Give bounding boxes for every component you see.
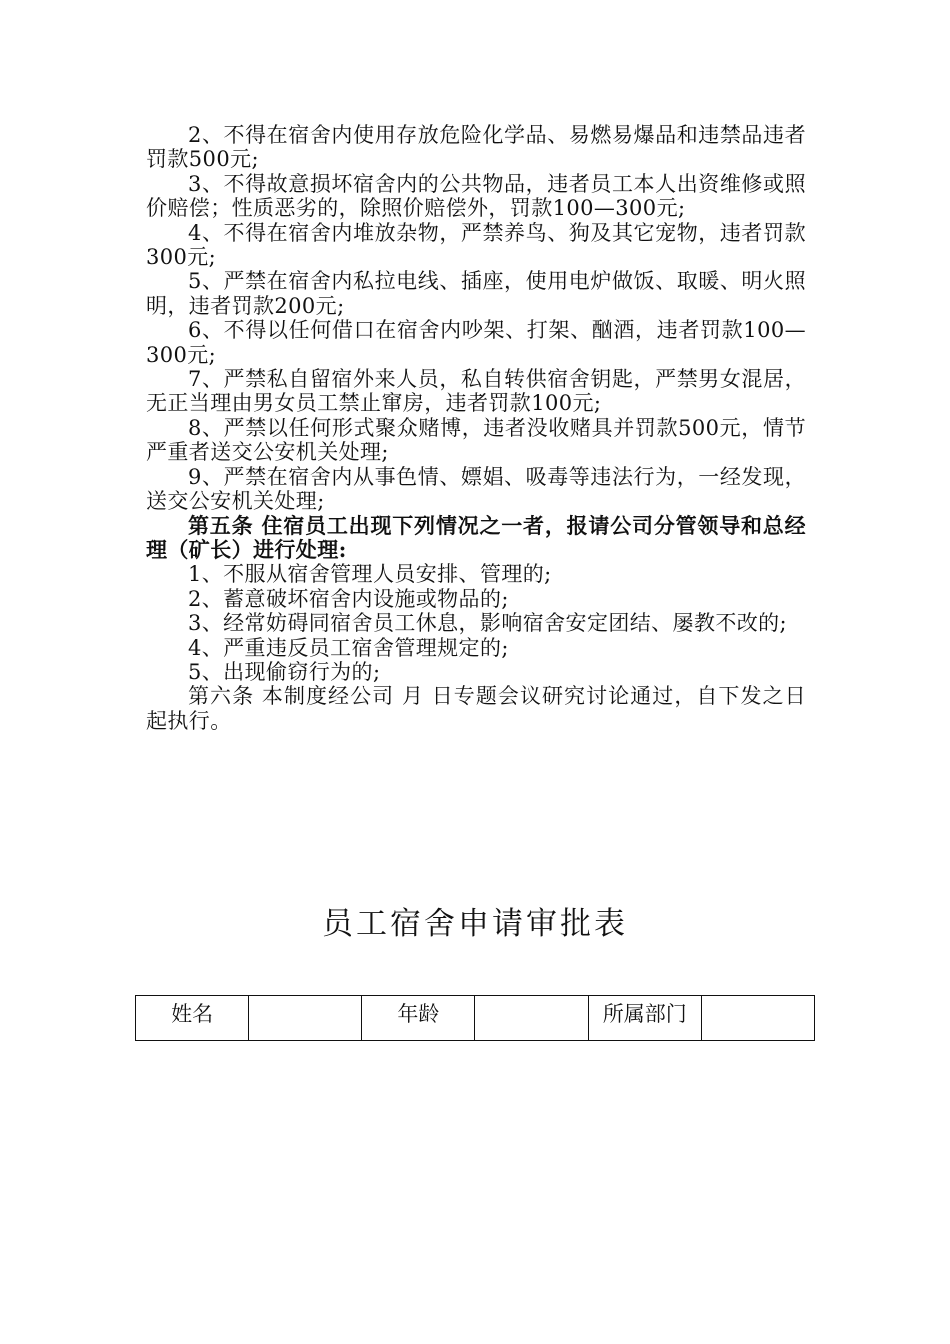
age-label-cell: 年龄 bbox=[362, 996, 475, 1041]
regulation-paragraph: 6、不得以任何借口在宿舍内吵架、打架、酗酒，违者罚款100—300元; bbox=[146, 318, 806, 367]
regulation-paragraph: 8、严禁以任何形式聚众赌博，违者没收赌具并罚款500元，情节严重者送交公安机关处理; bbox=[146, 415, 806, 465]
table-row bbox=[136, 996, 815, 1041]
regulation-paragraph: 2、蓄意破坏宿舍内设施或物品的; bbox=[188, 586, 509, 611]
name-value-cell[interactable] bbox=[249, 996, 362, 1041]
regulation-paragraph: 2、不得在宿舍内使用存放危险化学品、易燃易爆品和违禁品违者罚款500元; bbox=[146, 123, 806, 172]
regulation-paragraph: 5、严禁在宿舍内私拉电线、插座，使用电炉做饭、取暖、明火照明，违者罚款200元; bbox=[146, 269, 806, 318]
regulation-paragraph: 9、严禁在宿舍内从事色情、嫖娼、吸毒等违法行为，一经发现，送交公安机关处理; bbox=[146, 464, 806, 514]
article-six-paragraph: 第六条 本制度经公司 月 日专题会议研究讨论通过，自下发之日起执行。 bbox=[146, 684, 806, 733]
approval-form-table bbox=[135, 995, 815, 1041]
regulation-body bbox=[146, 123, 806, 733]
article-five-heading: 第五条 住宿员工出现下列情况之一者，报请公司分管领导和总经理（矿长）进行处理: bbox=[146, 512, 806, 562]
regulation-paragraph: 7、严禁私自留宿外来人员，私自转供宿舍钥匙，严禁男女混居，无正当理由男女员工禁止窜房，违者罚款100元; bbox=[146, 367, 806, 416]
regulation-paragraph: 4、不得在宿舍内堆放杂物，严禁养鸟、狗及其它宠物，违者罚款300元; bbox=[146, 220, 806, 270]
age-value-cell[interactable] bbox=[475, 996, 588, 1041]
department-label-cell: 所属部门 bbox=[588, 996, 701, 1041]
regulation-paragraph: 5、出现偷窃行为的; bbox=[188, 659, 381, 684]
name-label-cell: 姓名 bbox=[136, 996, 249, 1041]
form-title: 员工宿舍申请审批表 bbox=[322, 906, 628, 942]
department-value-cell[interactable] bbox=[701, 996, 814, 1041]
regulation-paragraph: 1、不服从宿舍管理人员安排、管理的; bbox=[188, 562, 552, 587]
regulation-paragraph: 3、不得故意损坏宿舍内的公共物品，违者员工本人出资维修或照价赔偿；性质恶劣的，除照价赔偿外，罚款100—300元; bbox=[146, 171, 806, 221]
regulation-paragraph: 4、严重违反员工宿舍管理规定的; bbox=[188, 635, 509, 660]
regulation-paragraph: 3、经常妨碍同宿舍员工休息，影响宿舍安定团结、屡教不改的; bbox=[188, 611, 788, 636]
